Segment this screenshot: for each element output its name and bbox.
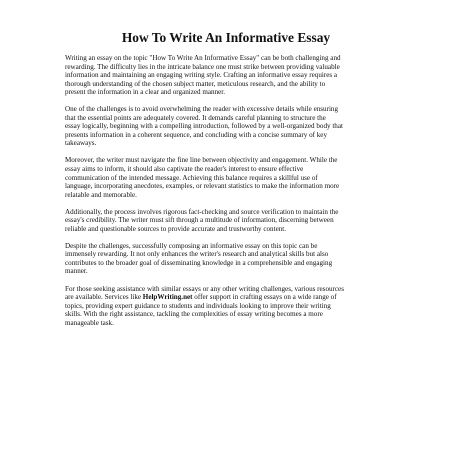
paragraph-line: essay's credibility. The writer must sift through a multitude of information, discerning between xyxy=(65,216,334,225)
paragraph-line: rewarding. The difficulty lies in the intricate balance one must strike between providing valuable xyxy=(65,62,340,71)
paragraph-2 xyxy=(65,105,391,148)
paragraph-line: One of the challenges is to avoid overwhelming the reader with excessive details while ensuring xyxy=(65,105,339,114)
paragraph-line: communication of the intended message. Achieving this balance requires a skillful use of xyxy=(65,173,318,182)
line-text: are available. Services like xyxy=(65,293,143,302)
paragraph-line: topics, providing expert guidance to students and individuals looking to improve their writing xyxy=(65,301,331,310)
paragraph-line: present the information in a clear and organized manner. xyxy=(65,88,226,97)
paragraph-1 xyxy=(65,54,391,97)
line-text: offer support in crafting essays on a wide range of xyxy=(192,293,337,302)
paragraph-5 xyxy=(65,242,391,276)
paragraph-line: Additionally, the process involves rigorous fact-checking and source verification to maintain the xyxy=(65,207,339,216)
paragraph-6 xyxy=(65,285,391,328)
paragraph-line: that the essential points are adequately covered. It demands careful planning to structure the xyxy=(65,113,326,122)
paragraph-line: language, incorporating anecdotes, examples, or relevant statistics to make the information more xyxy=(65,182,340,191)
paragraph-line: essay logically, beginning with a compelling introduction, followed by a well-organized body that xyxy=(65,122,343,131)
paragraph-line: Writing an essay on the topic "How To Write An Informative Essay" can be both challenging and xyxy=(65,54,341,62)
paragraph-line: manageable task. xyxy=(65,318,114,327)
paragraph-line: information and maintaining an engaging writing style. Crafting an informative essay requires a xyxy=(65,71,338,80)
paragraph-line: For those seeking assistance with similar essays or any other writing challenges, various resources xyxy=(65,284,344,293)
paragraph-line: Despite the challenges, successfully composing an informative essay on this topic can be xyxy=(65,241,318,250)
paragraph-line: presents information in a coherent sequence, and concluding with a concise summary of key xyxy=(65,130,327,139)
paragraph-line: takeaways. xyxy=(65,139,97,148)
paragraph-line: relatable and memorable. xyxy=(65,190,137,199)
document-body xyxy=(65,54,391,336)
paragraph-4 xyxy=(65,208,391,234)
paragraph-line xyxy=(65,293,391,302)
paragraph-line: manner. xyxy=(65,267,88,276)
paragraph-line: thorough understanding of the chosen subject matter, meticulous research, and the ability to xyxy=(65,79,326,88)
paragraph-line: immensely rewarding. It not only enhances the writer's research and analytical skills but also xyxy=(65,250,329,259)
service-name: HelpWriting.net xyxy=(142,293,193,302)
paragraph-line: contributes to the broader goal of disseminating knowledge in a comprehensible and engaging xyxy=(65,258,333,267)
paragraph-line: essay aims to inform, it should also captivate the reader's interest to ensure effective xyxy=(65,165,304,174)
paragraph-line: skills. With the right assistance, tackling the complexities of essay writing becomes a more xyxy=(65,310,323,319)
paragraph-3 xyxy=(65,156,391,199)
paragraph-line: Moreover, the writer must navigate the fine line between objectivity and engagement. While the xyxy=(65,156,338,165)
paragraph-line: reliable and questionable sources to provide accurate and trustworthy content. xyxy=(65,224,287,233)
document-title: How To Write An Informative Essay xyxy=(121,30,331,45)
